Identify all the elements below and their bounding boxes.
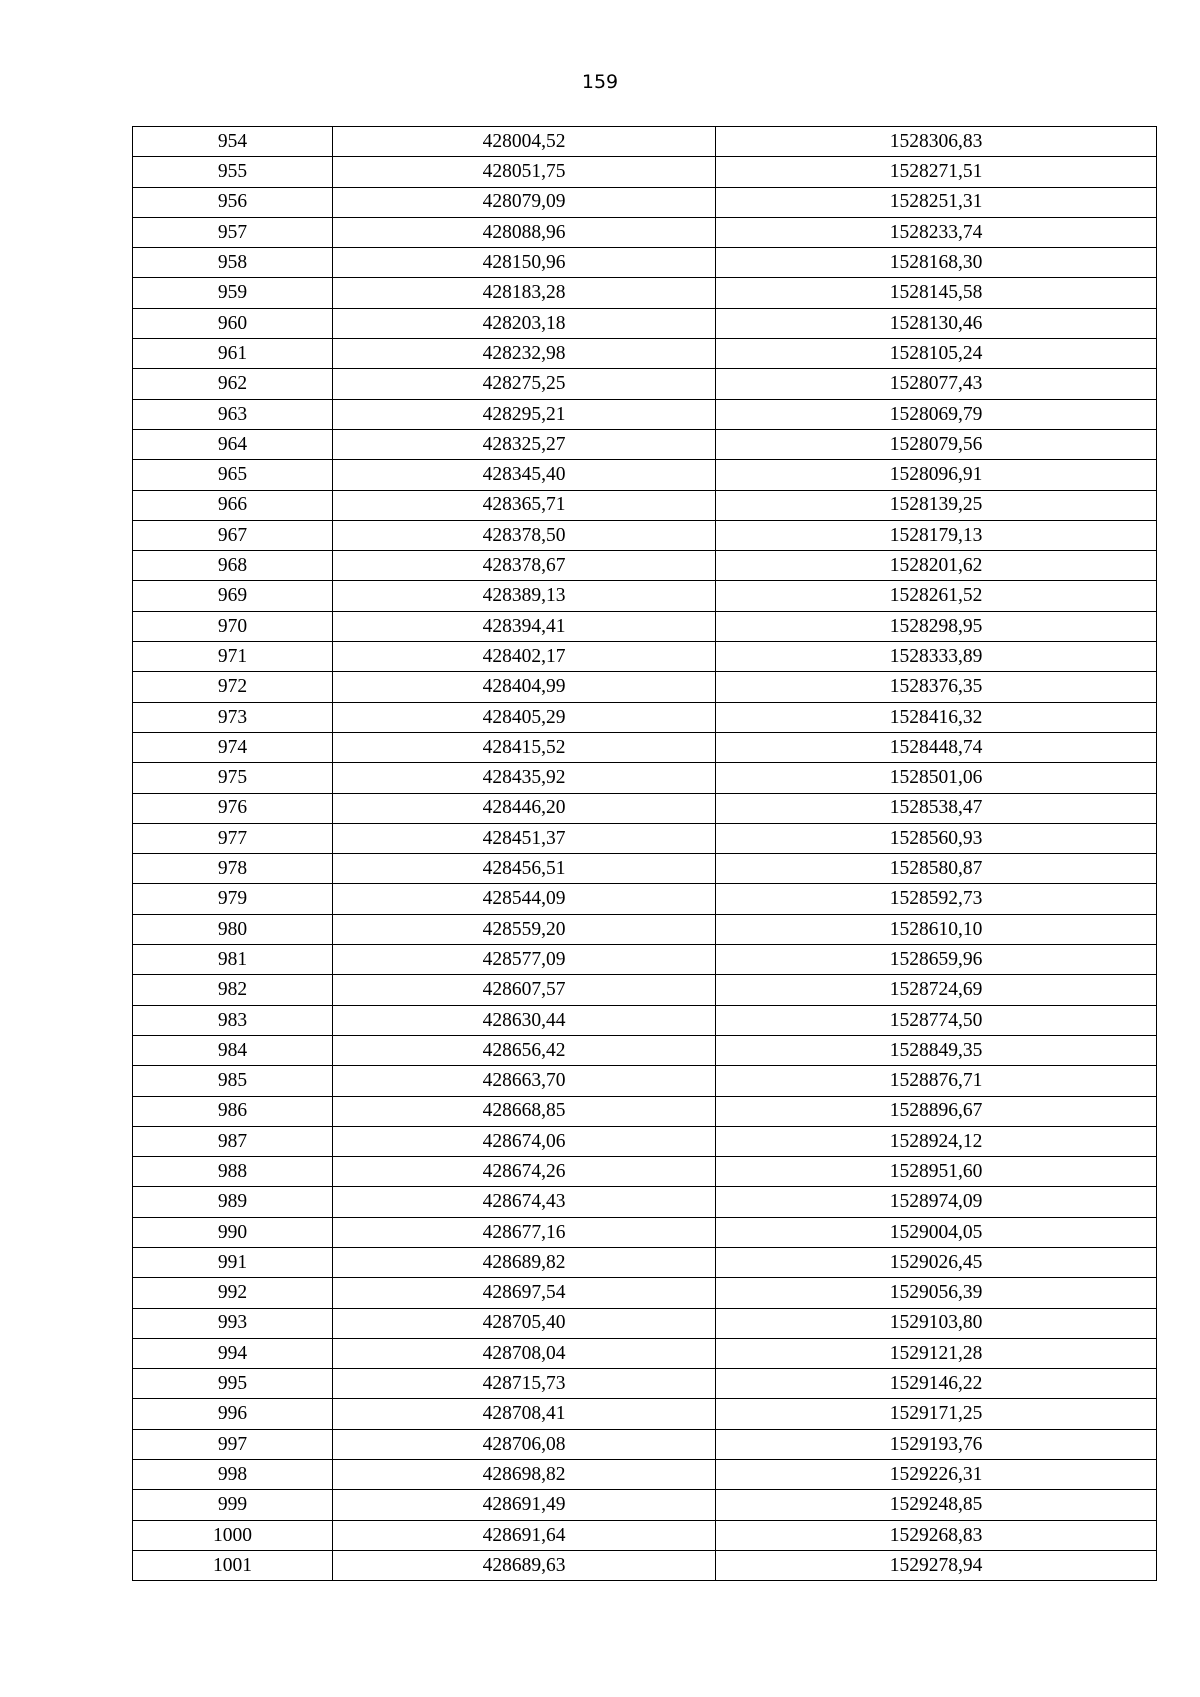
x-coordinate-cell: 428378,50: [333, 520, 716, 550]
point-number-cell: 982: [133, 975, 333, 1005]
table-row: [133, 460, 1157, 490]
point-number-cell: 965: [133, 460, 333, 490]
point-number-cell: 994: [133, 1338, 333, 1368]
table-row: [133, 854, 1157, 884]
x-coordinate-cell: 428656,42: [333, 1035, 716, 1065]
table-row: [133, 399, 1157, 429]
x-coordinate-cell: 428697,54: [333, 1278, 716, 1308]
point-number-cell: 984: [133, 1035, 333, 1065]
y-coordinate-cell: 1529268,83: [716, 1520, 1157, 1550]
y-coordinate-cell: 1529121,28: [716, 1338, 1157, 1368]
x-coordinate-cell: 428630,44: [333, 1005, 716, 1035]
x-coordinate-cell: 428183,28: [333, 278, 716, 308]
table-row: [133, 520, 1157, 550]
x-coordinate-cell: 428607,57: [333, 975, 716, 1005]
y-coordinate-cell: 1529278,94: [716, 1550, 1157, 1580]
point-number-cell: 985: [133, 1066, 333, 1096]
x-coordinate-cell: 428079,09: [333, 187, 716, 217]
x-coordinate-cell: 428663,70: [333, 1066, 716, 1096]
table-row: [133, 248, 1157, 278]
point-number-cell: 997: [133, 1429, 333, 1459]
table-row: [133, 1247, 1157, 1277]
table-row: [133, 1096, 1157, 1126]
x-coordinate-cell: 428404,99: [333, 672, 716, 702]
x-coordinate-cell: 428088,96: [333, 217, 716, 247]
y-coordinate-cell: 1528376,35: [716, 672, 1157, 702]
y-coordinate-cell: 1528580,87: [716, 854, 1157, 884]
table-row: [133, 672, 1157, 702]
x-coordinate-cell: 428345,40: [333, 460, 716, 490]
y-coordinate-cell: 1528416,32: [716, 702, 1157, 732]
table-row: [133, 642, 1157, 672]
y-coordinate-cell: 1528145,58: [716, 278, 1157, 308]
point-number-cell: 954: [133, 127, 333, 157]
point-number-cell: 990: [133, 1217, 333, 1247]
x-coordinate-cell: 428394,41: [333, 611, 716, 641]
table-row: [133, 1369, 1157, 1399]
table-row: [133, 1490, 1157, 1520]
table-row: [133, 581, 1157, 611]
point-number-cell: 956: [133, 187, 333, 217]
y-coordinate-cell: 1528077,43: [716, 369, 1157, 399]
y-coordinate-cell: 1528298,95: [716, 611, 1157, 641]
table-row: [133, 1126, 1157, 1156]
point-number-cell: 998: [133, 1460, 333, 1490]
x-coordinate-cell: 428705,40: [333, 1308, 716, 1338]
x-coordinate-cell: 428275,25: [333, 369, 716, 399]
point-number-cell: 963: [133, 399, 333, 429]
coordinates-table: [132, 126, 1157, 1581]
x-coordinate-cell: 428706,08: [333, 1429, 716, 1459]
point-number-cell: 979: [133, 884, 333, 914]
y-coordinate-cell: 1528876,71: [716, 1066, 1157, 1096]
y-coordinate-cell: 1528130,46: [716, 308, 1157, 338]
table-row: [133, 1035, 1157, 1065]
y-coordinate-cell: 1528610,10: [716, 914, 1157, 944]
y-coordinate-cell: 1528849,35: [716, 1035, 1157, 1065]
x-coordinate-cell: 428203,18: [333, 308, 716, 338]
y-coordinate-cell: 1529248,85: [716, 1490, 1157, 1520]
x-coordinate-cell: 428051,75: [333, 157, 716, 187]
x-coordinate-cell: 428389,13: [333, 581, 716, 611]
point-number-cell: 995: [133, 1369, 333, 1399]
table-row: [133, 823, 1157, 853]
x-coordinate-cell: 428691,64: [333, 1520, 716, 1550]
point-number-cell: 999: [133, 1490, 333, 1520]
y-coordinate-cell: 1528333,89: [716, 642, 1157, 672]
table-row: [133, 1399, 1157, 1429]
y-coordinate-cell: 1528592,73: [716, 884, 1157, 914]
x-coordinate-cell: 428708,04: [333, 1338, 716, 1368]
x-coordinate-cell: 428451,37: [333, 823, 716, 853]
x-coordinate-cell: 428689,63: [333, 1550, 716, 1580]
table-row: [133, 914, 1157, 944]
y-coordinate-cell: 1529226,31: [716, 1460, 1157, 1490]
x-coordinate-cell: 428544,09: [333, 884, 716, 914]
point-number-cell: 961: [133, 339, 333, 369]
point-number-cell: 989: [133, 1187, 333, 1217]
point-number-cell: 958: [133, 248, 333, 278]
point-number-cell: 955: [133, 157, 333, 187]
table-row: [133, 611, 1157, 641]
y-coordinate-cell: 1529056,39: [716, 1278, 1157, 1308]
y-coordinate-cell: 1528538,47: [716, 793, 1157, 823]
x-coordinate-cell: 428668,85: [333, 1096, 716, 1126]
point-number-cell: 980: [133, 914, 333, 944]
y-coordinate-cell: 1529026,45: [716, 1247, 1157, 1277]
y-coordinate-cell: 1528201,62: [716, 551, 1157, 581]
y-coordinate-cell: 1528261,52: [716, 581, 1157, 611]
table-row: [133, 1217, 1157, 1247]
table-row: [133, 975, 1157, 1005]
page-number: 159: [581, 71, 619, 93]
y-coordinate-cell: 1528924,12: [716, 1126, 1157, 1156]
table-row: [133, 884, 1157, 914]
point-number-cell: 974: [133, 732, 333, 762]
y-coordinate-cell: 1528774,50: [716, 1005, 1157, 1035]
x-coordinate-cell: 428708,41: [333, 1399, 716, 1429]
y-coordinate-cell: 1528179,13: [716, 520, 1157, 550]
table-row: [133, 763, 1157, 793]
coordinates-table-body: [133, 127, 1157, 1581]
table-row: [133, 793, 1157, 823]
y-coordinate-cell: 1528448,74: [716, 732, 1157, 762]
point-number-cell: 986: [133, 1096, 333, 1126]
x-coordinate-cell: 428559,20: [333, 914, 716, 944]
table-row: [133, 702, 1157, 732]
point-number-cell: 996: [133, 1399, 333, 1429]
point-number-cell: 968: [133, 551, 333, 581]
point-number-cell: 993: [133, 1308, 333, 1338]
table-row: [133, 490, 1157, 520]
point-number-cell: 972: [133, 672, 333, 702]
table-row: [133, 1460, 1157, 1490]
table-row: [133, 732, 1157, 762]
y-coordinate-cell: 1528168,30: [716, 248, 1157, 278]
table-row: [133, 308, 1157, 338]
x-coordinate-cell: 428295,21: [333, 399, 716, 429]
table-row: [133, 551, 1157, 581]
table-row: [133, 1338, 1157, 1368]
point-number-cell: 971: [133, 642, 333, 672]
table-row: [133, 217, 1157, 247]
point-number-cell: 978: [133, 854, 333, 884]
x-coordinate-cell: 428435,92: [333, 763, 716, 793]
table-row: [133, 1187, 1157, 1217]
y-coordinate-cell: 1528724,69: [716, 975, 1157, 1005]
x-coordinate-cell: 428577,09: [333, 945, 716, 975]
point-number-cell: 1001: [133, 1550, 333, 1580]
x-coordinate-cell: 428715,73: [333, 1369, 716, 1399]
y-coordinate-cell: 1528251,31: [716, 187, 1157, 217]
x-coordinate-cell: 428698,82: [333, 1460, 716, 1490]
point-number-cell: 957: [133, 217, 333, 247]
table-row: [133, 1005, 1157, 1035]
y-coordinate-cell: 1528271,51: [716, 157, 1157, 187]
table-row: [133, 1429, 1157, 1459]
y-coordinate-cell: 1528306,83: [716, 127, 1157, 157]
point-number-cell: 966: [133, 490, 333, 520]
y-coordinate-cell: 1528951,60: [716, 1157, 1157, 1187]
table-row: [133, 187, 1157, 217]
point-number-cell: 970: [133, 611, 333, 641]
x-coordinate-cell: 428004,52: [333, 127, 716, 157]
y-coordinate-cell: 1528560,93: [716, 823, 1157, 853]
y-coordinate-cell: 1529171,25: [716, 1399, 1157, 1429]
x-coordinate-cell: 428150,96: [333, 248, 716, 278]
point-number-cell: 962: [133, 369, 333, 399]
x-coordinate-cell: 428415,52: [333, 732, 716, 762]
x-coordinate-cell: 428674,26: [333, 1157, 716, 1187]
point-number-cell: 987: [133, 1126, 333, 1156]
x-coordinate-cell: 428691,49: [333, 1490, 716, 1520]
table-row: [133, 1278, 1157, 1308]
x-coordinate-cell: 428232,98: [333, 339, 716, 369]
y-coordinate-cell: 1529193,76: [716, 1429, 1157, 1459]
table-row: [133, 945, 1157, 975]
y-coordinate-cell: 1528079,56: [716, 429, 1157, 459]
y-coordinate-cell: 1528139,25: [716, 490, 1157, 520]
table-row: [133, 1520, 1157, 1550]
x-coordinate-cell: 428677,16: [333, 1217, 716, 1247]
table-row: [133, 429, 1157, 459]
x-coordinate-cell: 428365,71: [333, 490, 716, 520]
y-coordinate-cell: 1528105,24: [716, 339, 1157, 369]
point-number-cell: 981: [133, 945, 333, 975]
y-coordinate-cell: 1528659,96: [716, 945, 1157, 975]
table-row: [133, 1157, 1157, 1187]
point-number-cell: 977: [133, 823, 333, 853]
x-coordinate-cell: 428674,06: [333, 1126, 716, 1156]
point-number-cell: 976: [133, 793, 333, 823]
y-coordinate-cell: 1529103,80: [716, 1308, 1157, 1338]
table-row: [133, 339, 1157, 369]
point-number-cell: 992: [133, 1278, 333, 1308]
y-coordinate-cell: 1528096,91: [716, 460, 1157, 490]
point-number-cell: 960: [133, 308, 333, 338]
x-coordinate-cell: 428674,43: [333, 1187, 716, 1217]
table-row: [133, 127, 1157, 157]
x-coordinate-cell: 428378,67: [333, 551, 716, 581]
x-coordinate-cell: 428402,17: [333, 642, 716, 672]
table-row: [133, 1066, 1157, 1096]
table-row: [133, 157, 1157, 187]
y-coordinate-cell: 1528974,09: [716, 1187, 1157, 1217]
x-coordinate-cell: 428405,29: [333, 702, 716, 732]
x-coordinate-cell: 428446,20: [333, 793, 716, 823]
point-number-cell: 964: [133, 429, 333, 459]
point-number-cell: 973: [133, 702, 333, 732]
y-coordinate-cell: 1529004,05: [716, 1217, 1157, 1247]
y-coordinate-cell: 1528233,74: [716, 217, 1157, 247]
x-coordinate-cell: 428325,27: [333, 429, 716, 459]
x-coordinate-cell: 428689,82: [333, 1247, 716, 1277]
point-number-cell: 1000: [133, 1520, 333, 1550]
table-row: [133, 1308, 1157, 1338]
table-row: [133, 1550, 1157, 1580]
table-row: [133, 278, 1157, 308]
point-number-cell: 967: [133, 520, 333, 550]
point-number-cell: 983: [133, 1005, 333, 1035]
y-coordinate-cell: 1528069,79: [716, 399, 1157, 429]
y-coordinate-cell: 1529146,22: [716, 1369, 1157, 1399]
table-row: [133, 369, 1157, 399]
point-number-cell: 959: [133, 278, 333, 308]
point-number-cell: 991: [133, 1247, 333, 1277]
y-coordinate-cell: 1528501,06: [716, 763, 1157, 793]
point-number-cell: 975: [133, 763, 333, 793]
y-coordinate-cell: 1528896,67: [716, 1096, 1157, 1126]
point-number-cell: 969: [133, 581, 333, 611]
point-number-cell: 988: [133, 1157, 333, 1187]
x-coordinate-cell: 428456,51: [333, 854, 716, 884]
